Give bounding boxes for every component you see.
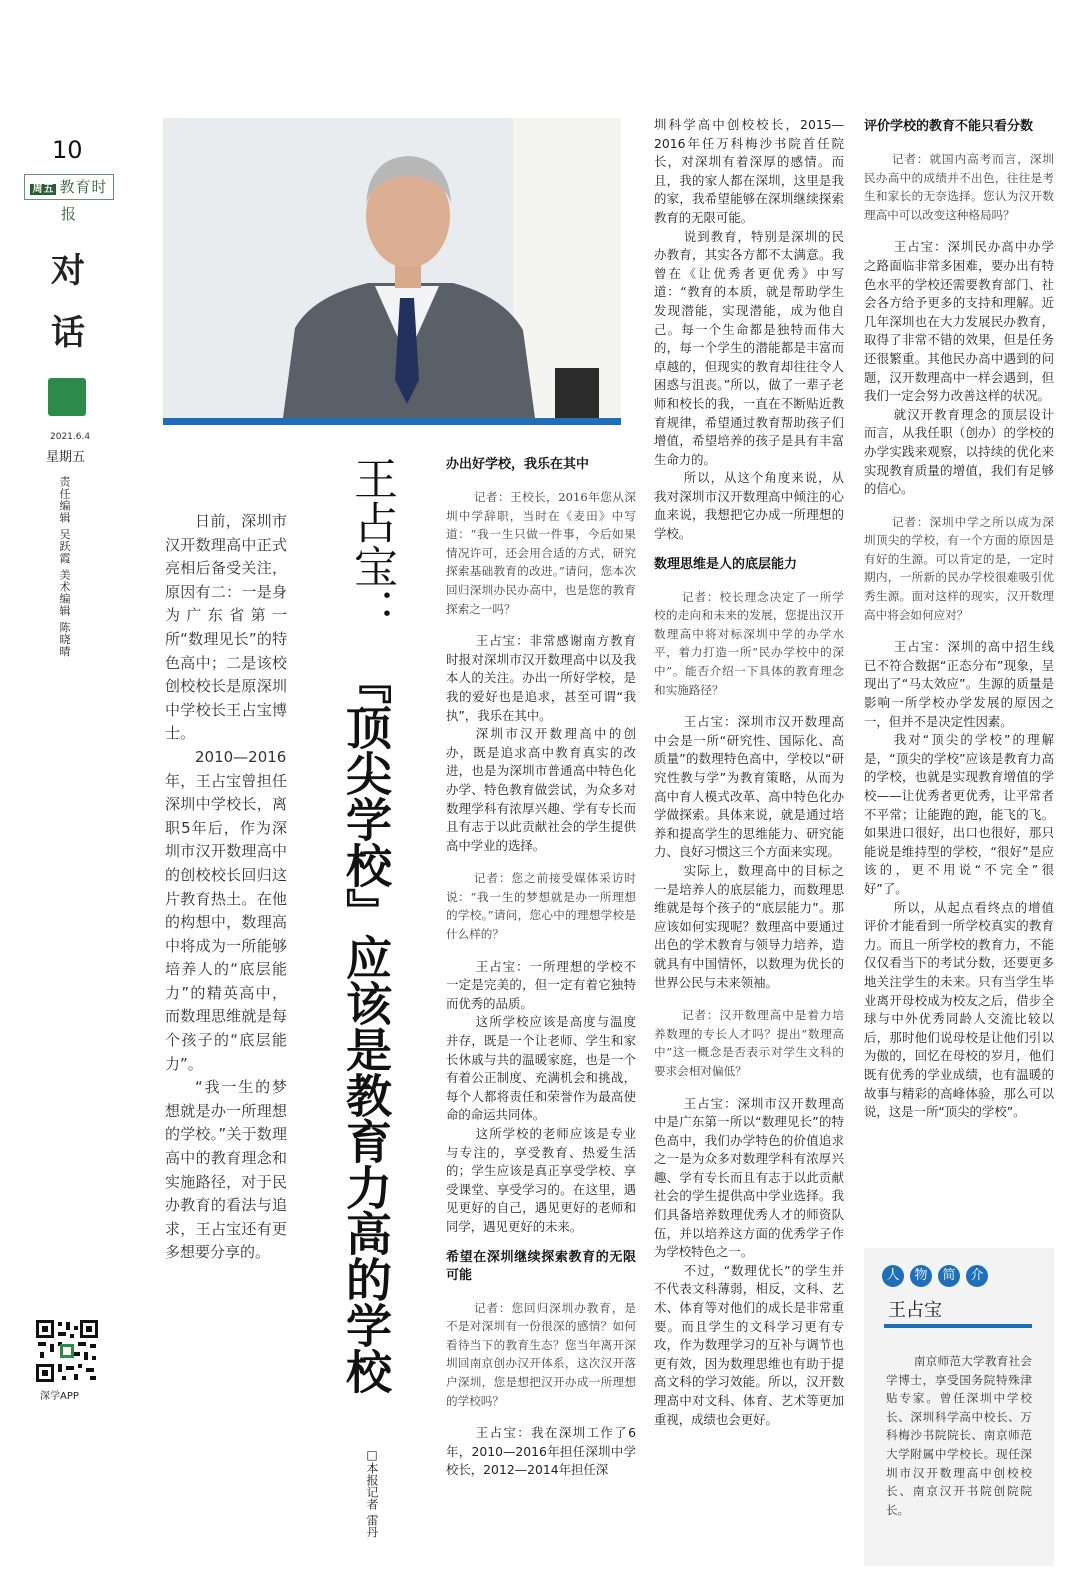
subheading: 数理思维是人的底层能力 (654, 556, 798, 572)
answer-paragraph: 王占宝：非常感谢南方教育时报对深圳市汉开数理高中以及我本人的关注。办出一所好学校，是我的爱好也是追求，甚至可谓“我执”，我乐在其中。 (446, 633, 636, 723)
answer-paragraph: 所以，从起点看终点的增值评价才能看到一所学校真实的教育力。而且一所学校的教育力，不能仅仅看当下的考试分数，还要更多地关注学生的未来。只有当学生毕业离开母校成为校友之后，借步全球与中外优秀同龄人交流比较以后，那时他们说母校是让他们引以为傲的，回忆在母校的岁月，他们既有优秀的学业成绩，也有温暖的故事与精彩的高峰体验，那么可以说，这是一所“顶尖的学校”。 (864, 899, 1054, 1120)
section-title (46, 240, 90, 364)
question-paragraph: 记者：校长理念决定了一所学校的走向和未来的发展，您提出汉开数理高中将对标深圳中学的办学水平，着力打造一所“民办学校中的深中”。能否介绍一下具体的教育理念和实施路径？ (654, 589, 844, 697)
answer-paragraph: 这所学校的老师应该是专业与专注的，享受教育、热爱生活的；学生应该是真正享受学校、享受课堂、享受学习的。在这里，遇见更好的自己，遇见更好的老师和同学，遇见更好的未来。 (446, 1126, 636, 1234)
answer-paragraph: 这所学校应该是高度与温度并存，既是一个让老师、学生和家长休戚与共的温暖家庭，也是一个有着公正制度、充满机会和挑战，每个人都将责任和荣誉作为最高使命的命运共同体。 (446, 1014, 636, 1123)
editors-credit: 责任编辑 吴跃霞 美术编辑 陈晓晴 (58, 476, 71, 658)
intro-paragraph: 2010—2016年，王占宝曾担任深圳中学校长，离职5年后，作为深圳市汉开数理高中的创校校长回归这片教育热土。在他的构想中，数理高中将成为一所能够培养人的“底层能力”的精英高中，而数理思维就是每个孩子的“底层能力”。 (165, 747, 287, 1073)
answer-paragraph: 王占宝：深圳市汉开数理高中会是一所“研究性、国际化、高质量”的数理特色高中，学校以“研究性教与学”为教育策略，从而为高中育人模式改革、高中特色化办学做探索。具体来说，就是通过培养和提高学生的思维能力、研究能力、良好习惯这三个方面来实现。 (654, 714, 844, 860)
question-paragraph: 记者：就国内高考而言，深圳民办高中的成绩并不出色，往往是考生和家长的无奈选择。您认为汉开数理高中可以改变这种格局吗？ (864, 152, 1054, 222)
issue-date: 2021.6.4 (50, 432, 91, 442)
subheading: 办出好学校，我乐在其中 (446, 457, 590, 472)
qr-code-label: 深学APP (40, 1391, 79, 1402)
profile-badge: 简 (938, 1265, 960, 1287)
profile-badge: 介 (966, 1265, 988, 1287)
answer-paragraph: 就汉开教育理念的顶层设计而言，从我任职（创办）的学校的办学实践来观察，以持续的优化来实现教育质量的增值，我们有足够的信心。 (864, 406, 1054, 497)
answer-paragraph: 王占宝：深圳民办高中办学之路面临非常多困难，要办出有特色水平的学校还需要教育部门、社会各方给予更多的支持和理解。近几年深圳也在大力发展民办教育，取得了非常不错的效果，但是任务还很繁重。其他民办高中遇到的问题，汉开数理高中一样会遇到，但我们一定会努力改善这样的状况。 (864, 239, 1054, 404)
subheading: 评价学校的教育不能只看分数 (864, 119, 1034, 134)
portrait-photo (163, 118, 621, 418)
newspaper-masthead (24, 174, 114, 223)
issue-weekday: 星期五 (46, 450, 86, 465)
answer-paragraph: 说到教育，特别是深圳的民办教育，其实各方都不太满意。我曾在《让优秀者更优秀》中写道：“教育的本质，就是帮助学生发现潜能，实现潜能，成为他自己。每一个生命都是独特而伟大的，每一个学生的潜能都是丰富而卓越的，但现实的教育却往往令人困惑与沮丧。”所以，做了一辈子老师和校长的我，一直在不断贴近教育规律，希望通过教育帮助孩子们增值，希望培养的孩子是具有丰富生命力的。 (654, 228, 844, 467)
article-column-1 (446, 444, 636, 1480)
headline-name: 王占宝： (346, 456, 397, 632)
profile-badges (864, 1248, 1054, 1287)
intro-paragraph: “我一生的梦想就是办一所理想的学校。”关于数理高中的教育理念和实施路径，对于民办教育的看法与追求，王占宝还有更多想要分享的。 (165, 1078, 287, 1262)
question-paragraph: 记者：您回归深圳办教育，是不是对深圳有一份很深的感情？如何看待当下的教育生态？您当年离开深圳回南京创办汉开体系，这次汉开落户深圳，您是想把汉开办成一所理想的学校吗？ (446, 1300, 636, 1408)
section-char-2: 话 (51, 313, 85, 353)
answer-paragraph: 不过，“数理优长”的学生并不代表文科薄弱，相反，文科、艺术、体育等对他们的成长是非常重要。而且学生的文科学习更有专攻，作为数理学习的互补与调节也更有效，因为数理思维也有助于提高文科的学习效能。所以，汉开数理高中对文科、体育、艺术等更加重视，成绩也会更好。 (654, 1262, 844, 1427)
photo-accent-bar (163, 418, 621, 425)
intro-lead (165, 510, 287, 1265)
answer-paragraph: 王占宝：一所理想的学校不一定是完美的，但一定有着它独特而优秀的品质。 (446, 958, 636, 1011)
profile-badge: 人 (882, 1265, 904, 1287)
answer-paragraph: 王占宝：深圳市汉开数理高中是广东第一所以“数理见长”的特色高中，我们办学特色的价值追求之一是为众多对数理学科有浓厚兴趣、学有专长而且有志于以此贡献社会的学生提供高中学业选择。我们具备培养数理优秀人才的师资队伍，并以培养这方面的优秀学子作为学校特色之一。 (654, 1095, 844, 1260)
headline-title: 『顶尖学校』应该是教育力高的学校 (339, 658, 393, 1394)
qr-code-icon[interactable] (34, 1318, 100, 1384)
question-paragraph: 记者：汉开数理高中是着力培养数理的专长人才吗？提出“数理高中”这一概念是否表示对学生文科的要求会相对偏低？ (654, 1008, 844, 1078)
profile-paragraph: 南京师范大学教育社会学博士，享受国务院特殊津贴专家。曾任深圳中学校长、深圳科学高中校长、万科梅沙书院院长、南京师范大学附属中学校长。现任深圳市汉开数理高中创校校长、南京汉开书院创院院长。 (886, 1354, 1032, 1517)
profile-badge: 物 (910, 1265, 932, 1287)
answer-paragraph: 深圳市汉开数理高中的创办，既是追求高中教育真实的改进，也是为深圳市普通高中特色化办学、特色教育做尝试，为众多对数理学科有浓厚兴趣、学有专长而且有志于以此贡献社会的学生提供高中学业的选择。 (446, 726, 636, 853)
profile-text (886, 1352, 1032, 1519)
subheading: 希望在深圳继续探索教育的无限可能 (446, 1249, 636, 1283)
masthead-tag: 周五 (32, 184, 55, 195)
section-char-1: 对 (51, 251, 85, 291)
intro-paragraph: 日前，深圳市汉开数理高中正式亮相后备受关注，原因有二：一是身为广东省第一所“数理见长”的特色高中；二是该校创校校长是原深圳中学校长王占宝博士。 (165, 512, 287, 743)
answer-paragraph: 王占宝：我在深圳工作了6年，2010—2016年担任深圳中学校长，2012—2014年担任深 (446, 1425, 636, 1478)
question-paragraph: 记者：深圳中学之所以成为深圳顶尖的学校，有一个方面的原因是有好的生源。可以肯定的是，一定时期内，一所新的民办学校很难吸引优秀生源。面对这样的现实，汉开数理高中将会如何应对？ (864, 514, 1054, 622)
article-column-2 (654, 116, 844, 1429)
page-number: 10 (52, 136, 83, 164)
byline: □本报记者 雷丹 (365, 1448, 379, 1538)
portrait-illustration (163, 118, 621, 418)
answer-paragraph: 我对“顶尖的学校”的理解是，“顶尖的学校”应该是教育力高的学校，也就是实现教育增值的学校——让优秀者更优秀，让平常者不平常；让能跑的跑，能飞的飞。如果进口很好，出口也很好，那只能说是维持型的学校，“很好”是应该的，更不用说“不完全”很好”了。 (864, 732, 1054, 896)
question-paragraph: 记者：您之前接受媒体采访时说：“我一生的梦想就是办一所理想的学校。”请问，您心中的理想学校是什么样的？ (446, 871, 636, 942)
section-color-block (48, 378, 86, 416)
answer-paragraph: 圳科学高中创校校长，2015—2016年任万科梅沙书院首任院长，对深圳有着深厚的感情。而且，我的家人都在深圳，这里是我的家，我希望能够在深圳继续探索教育的无限可能。 (654, 117, 844, 225)
profile-divider (884, 1324, 1032, 1328)
answer-paragraph: 实际上，数理高中的目标之一是培养人的底层能力，而数理思维就是每个孩子的“底层能力”。那应该如何实现呢？数理高中要通过出色的学术教育与领导力培养，造就具有中国情怀，以数理为优长的世界公民与未来领袖。 (654, 862, 844, 990)
answer-paragraph: 王占宝：深圳的高中招生线已不符合数据“正态分布”现象，呈现出了“马太效应”。生源的质量是影响一所学校办学发展的原因之一，但并不是决定性因素。 (864, 639, 1054, 729)
article-column-3 (864, 106, 1054, 1122)
masthead-title: 教育时报 (59, 178, 108, 223)
question-paragraph: 记者：王校长，2016年您从深圳中学辞职，当时在《麦田》中写道：“我一生只做一件事，今后如果情况许可，还会用合适的方式，研究探索基础教育的改进。”请问，您本次回归深圳办民办高中，也是您的教育探索之一吗？ (446, 490, 636, 616)
answer-paragraph: 所以，从这个角度来说，从我对深圳市汉开数理高中倾注的心血来说，我想把它办成一所理想的学校。 (654, 470, 844, 542)
profile-name: 王占宝 (888, 1300, 942, 1321)
